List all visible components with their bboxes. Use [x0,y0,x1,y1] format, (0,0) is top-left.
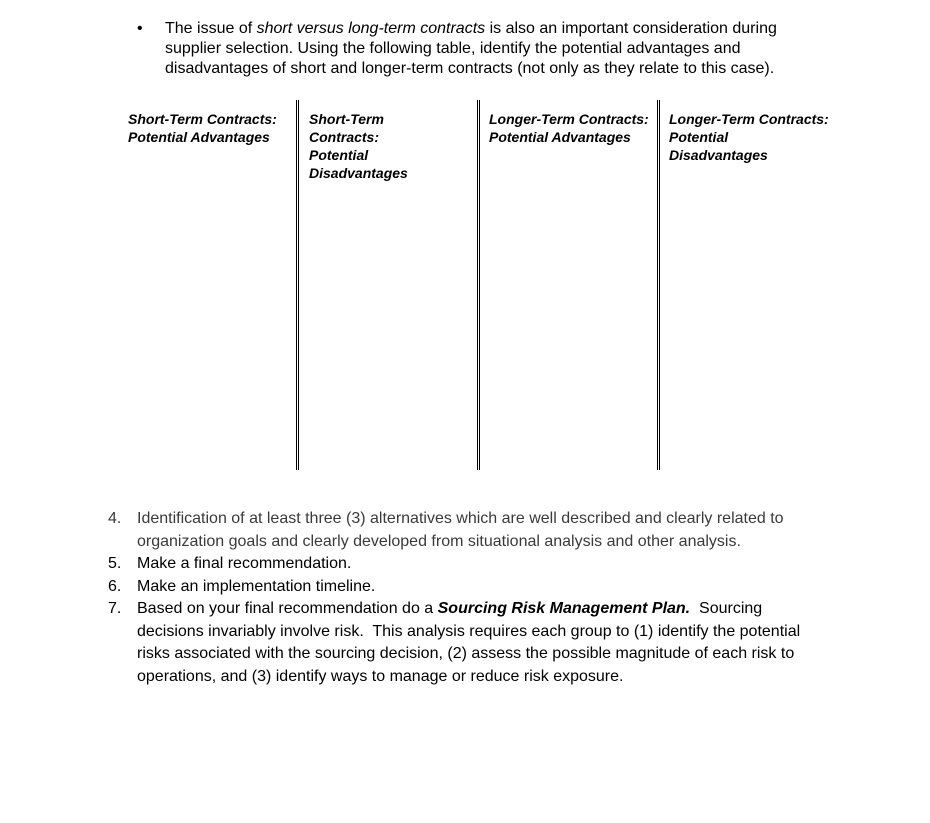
column-divider [296,100,299,470]
list-item-text: Make an implementation timeline. [137,577,376,595]
table-column-short-advantages [123,100,296,470]
column-header: Short-Term Contracts: Potential Advantages [128,111,277,145]
bullet-text-after: is also an important consideration during supplier selection. Using the following table, identify the potential advantages and disadvantages of short and longer-term contracts (not only as they relate to this case). [165,20,777,77]
list-item-number: 7. [108,600,122,617]
list-item-text-bold: Sourcing Risk Management Plan. [437,600,691,617]
list-item-number: 4. [108,510,122,527]
list-item-text: Make a final recommendation. [137,555,352,572]
bullet-text [165,19,830,79]
numbered-list [108,508,828,688]
column-header: Short-Term Contracts: Potential Disadvantages [309,111,408,181]
list-item [108,553,828,576]
bullet-text-italic: short versus long-term contracts [256,20,486,37]
column-divider [657,100,660,470]
bullet-text-before: The issue of [165,20,257,37]
list-item-text-before: Based on your final recommendation do a [137,600,438,617]
list-item [108,508,828,553]
column-header: Longer-Term Contracts: Potential Advantages [489,111,649,145]
list-item-number: 5. [108,555,122,572]
table-column-short-disadvantages [304,100,476,470]
list-item [108,576,828,599]
bullet-icon: • [137,20,143,37]
contracts-table [123,100,843,470]
column-header: Longer-Term Contracts: Potential Disadvantages [669,111,829,163]
column-divider [477,100,480,470]
table-column-long-disadvantages [664,100,834,470]
list-item-number: 6. [108,577,122,595]
table-column-long-advantages [484,100,656,470]
list-item [108,598,828,688]
list-item-text: Identification of at least three (3) alternatives which are well described and clearly related to organization goals and clearly developed from situational analysis and other analysis. [137,510,784,550]
list-item-text-after: Sourcing decisions invariably involve risk. This analysis requires each group to (1) identify the potential risks associated with the sourcing decision, (2) assess the possible magnitude of each risk to operations, and (3) identify ways to manage or reduce risk exposure. [137,600,805,685]
